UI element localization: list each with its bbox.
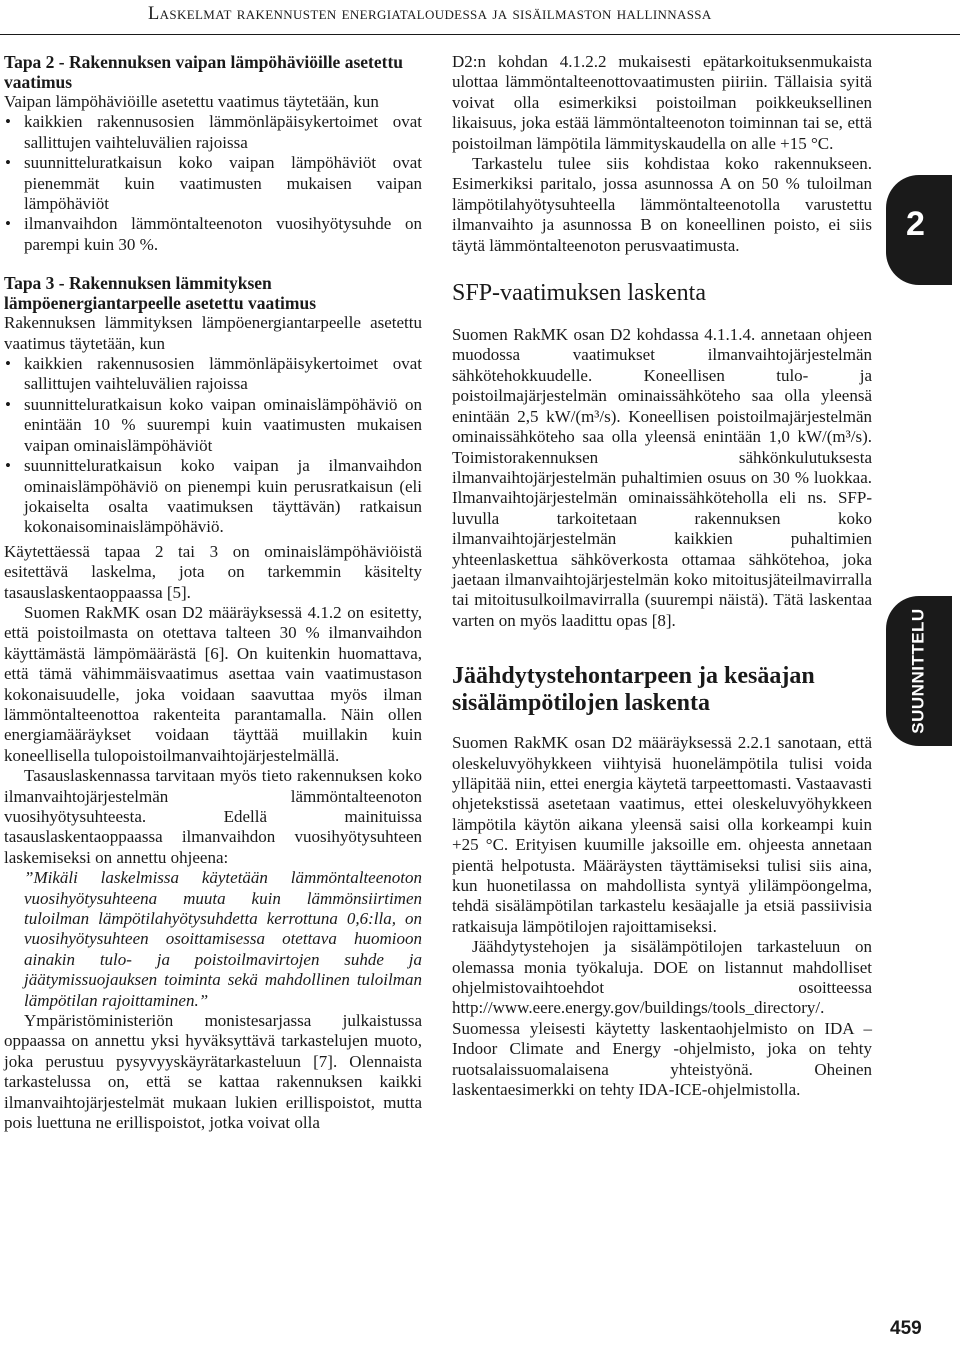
tapa2-heading: Tapa 2 - Rakennuksen vaipan lämpöhäviöille asetettu vaatimus (4, 52, 404, 92)
list-item: • ilmanvaihdon lämmöntalteenoton vuosihyötysuhde on parempi kuin 30 %. (4, 214, 422, 255)
paragraph: Suomen RakMK osan D2 määräyksessä 4.1.2 on esitetty, että poistoilmasta on otettava talteen 30 % ilmanvaihdon käyttämästä lämpömäärästä [6]. On kuitenkin huomattava, että tämä vähimmäisvaatimus asettaa vain vaatimustason kokonaisuudelle, joka voidaan saavuttaa myös ilman lämmöntalteenottoa rakenteita parantamalla. Näin ollen energiamääräykset voidaan täyttää muillakin kuin koneellisella tulopoistoilmanvaihtojärjestelmällä. (4, 602, 422, 765)
header-rule (0, 34, 960, 35)
list-item: • kaikkien rakennusosien lämmönläpäisykertoimet ovat sallittujen vaihteluvälien rajoissa (4, 112, 422, 153)
list-item: • suunnitteluratkaisun koko vaipan ominaislämpöhäviö on enintään 10 % suurempi kuin vaatimusten mukaisen vaipan ominaislämpöhäviöt (4, 395, 422, 456)
section-tab-label-wrap (904, 596, 934, 746)
tapa3-intro: Rakennuksen lämmityksen lämpöenergiantarpeelle asetettu vaatimus täytetään, kun (4, 313, 422, 353)
paragraph: Suomen RakMK osan D2 kohdassa 4.1.1.4. annetaan ohjeen muodossa vaatimukset ilmanvaihtojärjestelmän sähkötehokkuudelle. Koneellisen tulo- ja poistoilmajärjestelmän ominaissähköteho saa olla yleensä enintään 2,5 kW/(m³/s). Koneellisen poistoilmajärjestelmän ominaissähköteho saa olla yleensä enintään 1,0 kW/(m³/s). Toimistorakennuksen sähkönkulutuksesta ilmanvaihtojärjestelmän puhaltimien osuus on 30 % luokkaa. Ilmanvaihtojärjestelmän ominaissähköteholla eli ns. SFP-luvulla tarkoitetaan rakennuksen koko ilmanvaihtojärjestelmän kaikkien puhaltimien yhteenlaskettua sähköverkosta ottamaa sähkötehoa, joka jaetaan ilmanvaihtojärjestelmän koko mitoitusjäteilmavirralla tai mitoitusulkoilmavirralla (suurempi näistä). Tätä laskentaa varten on myös laadittu opas [8]. (452, 325, 872, 630)
tapa2-intro: Vaipan lämpöhäviöille asetettu vaatimus täytetään, kun (4, 92, 379, 111)
right-column (452, 52, 872, 1100)
list-item: • suunnitteluratkaisun koko vaipan ja ilmanvaihdon ominaislämpöhäviö on pienempi kuin perusratkaisun (eli jokaiselta osalta vaatimuksen täyttävän) ratkaisun kokonaisominaislämpöhäviö. (4, 456, 422, 538)
cooling-section-heading: Jäähdytystehontarpeen ja kesäajan sisälämpötilojen laskenta (452, 663, 815, 717)
list-item: • kaikkien rakennusosien lämmönläpäisykertoimet ovat sallittujen vaihteluvälien rajoissa (4, 354, 422, 395)
chapter-number: 2 (906, 205, 925, 243)
paragraph: Suomen RakMK osan D2 määräyksessä 2.2.1 sanotaan, että oleskeluvyöhykkeen viihtyisä huonelämpötila tulisi voida ylläpitää niin, ettei energia käytetä tarpeettomasti. Vastaavasti ohjetekstissä asetetaan vaatimus, ettei oleskeluvyöhykkeen lämpötila käytön aikana yleensä saisi olla korkeampi kuin +25 °C. Erityisen kuumille jaksoille em. ohjeesta annetaan pientä helpotusta. Määräysten täyttämiseksi tulisi siis aina, kun huonetilassa on mahdollista syntyä ylilämpöongelma, tehdä sisälämpötilan tarkastelu kesäajalle ja etsiä passiivisia ratkaisuja lämpötilojen rajoittamiseksi. (452, 733, 872, 936)
list-item: • suunnitteluratkaisun koko vaipan lämpöhäviöt ovat pienemmät kuin vaatimusten mukaisen vaipan lämpöhäviöt (4, 153, 422, 214)
section-tab-label: SUUNNITTELU (909, 608, 929, 734)
page-number: 459 (890, 1318, 922, 1339)
sfp-section-heading: SFP-vaatimuksen laskenta (452, 280, 706, 307)
paragraph: Ympäristöministeriön monistesarjassa julkaistussa oppaassa on annettu yksi hyväksyttävä tarkastelujen muoto, joka perustuu pysyvyyskäyrätarkasteluun [7]. Olennaista tarkastelussa on, että se kattaa rakennuksen kaikki ilmanvaihtojärjestelmät mukaan lukien erillispoistot, mutta pois luettuna ne erillispoistot, jotka voivat olla (4, 1011, 422, 1133)
paragraph: Tarkastelu tulee siis kohdistaa koko rakennukseen. Esimerkiksi paritalo, jossa asunnossa A on 50 % tuloilman lämpötilahyötysuhteella lämmöntalteenotolla varustettu ilmanvaihto ja asunnossa B on koneellinen poisto, ei siis täytä lämmöntalteenoton perusvaatimusta. (452, 154, 872, 255)
left-column (4, 52, 422, 1134)
paragraph: Käytettäessä tapaa 2 tai 3 on ominaislämpöhäviöistä esitettävä laskelma, jota on tarkemmin käsitelty tasauslaskentaoppaassa [5]. (4, 541, 422, 602)
guide-quote: ”Mikäli laskelmissa käytetään lämmöntalteenoton vuosihyötysuhteena muuta kuin lämmönsiirtimen tuloilman lämpötilahyötysuhdetta kerrottuna 0,6:lla, on vuosihyötysuhteen osoittamisessa otettava huomioon ainakin tulo- ja poistoilmavirtojen suhde ja jäätymissuojauksen toiminta sekä mahdollinen tuloilman lämpötilan rajoittaminen.” (24, 868, 422, 1010)
paragraph: Tasauslaskennassa tarvitaan myös tieto rakennuksen koko ilmanvaihtojärjestelmän lämmöntalteenoton vuosihyötysuhteesta. Edellä mainituissa tasauslaskentaoppaassa ilmanvaihdon vuosihyötysuhteen laskemiseksi on annettu ohjeena: (4, 766, 422, 867)
tapa3-heading: Tapa 3 - Rakennuksen lämmityksen lämpöenergiantarpeelle asetettu vaatimus (4, 273, 317, 314)
tapa2-bullet-list (4, 112, 422, 255)
tapa3-bullet-list (4, 354, 422, 538)
paragraph: D2:n kohdan 4.1.2.2 mukaisesti epätarkoituksenmukaista ulottaa lämmöntalteenottovaatimusten piiriin. Tällaisia syitä voivat olla esimerkiksi poistoilman poikkeuksellinen likaisuus, joka estää lämmöntalteenoton toiminnan tai se, että poistoilman lämpötila lämmityskaudella on alle +15 °C. (452, 52, 872, 153)
running-header: Laskelmat rakennusten energiataloudessa ja sisäilmaston hallinnassa (148, 4, 712, 24)
paragraph: Jäähdytystehojen ja sisälämpötilojen tarkasteluun on olemassa monia työkaluja. DOE on listannut mahdolliset ohjelmistovaihtoehdot osoitteessa http://www.eere.energy.gov/buildings/tools_directory/. Suomessa yleisesti käytetty laskentaohjelmisto on IDA – Indoor Climate and Energy -ohjelmisto, joka on tehty ruotsalaissuomalaisena yhteistyönä. Oheinen laskentaesimerkki on tehty IDA-ICE-ohjelmistolla. (452, 937, 872, 1100)
